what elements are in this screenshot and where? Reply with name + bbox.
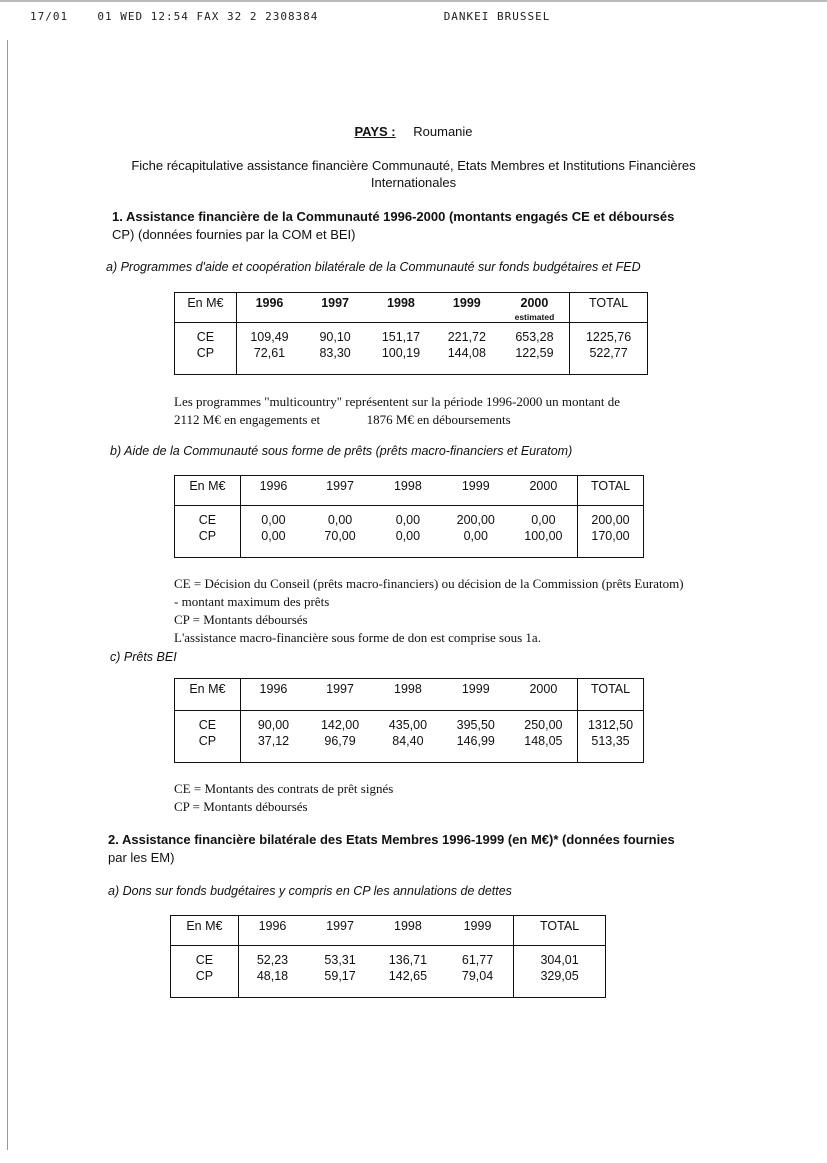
multicountry-note-line2: 2112 M€ en engagements et 1876 M€ en déboursements: [174, 412, 511, 427]
table-cell: 0,00 70,00: [324, 513, 356, 543]
note-line: L'assistance macro-financière sous forme de don est comprise sous 1a.: [174, 630, 541, 645]
section-1-title: [112, 208, 712, 244]
document-subtitle: Fiche récapitulative assistance financière Communauté, Etats Membres et Institutions Financières Internationales: [131, 158, 696, 190]
note-line: CP = Montants déboursés: [174, 612, 308, 627]
table-1a-year: 1998: [368, 293, 434, 323]
table-1a-year: 1996: [236, 293, 302, 323]
table-cell: 435,00 84,40: [388, 718, 428, 748]
section-1b-heading: b) Aide de la Communauté sous forme de prêts (prêts macro-financiers et Euratom): [110, 444, 573, 458]
estimated-note: estimated: [514, 312, 555, 322]
table-1a: [174, 292, 648, 375]
note-line: CP = Montants déboursés: [174, 799, 308, 814]
fax-date: 17/01: [30, 10, 69, 23]
fax-header: [30, 10, 800, 23]
table-1a-row-labels: [175, 323, 237, 375]
row-label-ce: CE: [198, 718, 217, 732]
table-2a-year: 1996: [238, 916, 306, 946]
table-1c: [174, 678, 644, 763]
section-1a-heading: a) Programmes d'aide et coopération bilatérale de la Communauté sur fonds budgétaires et FED: [106, 260, 641, 274]
table-cell: 653,28 122,59: [515, 330, 554, 360]
table-total-cell: 200,00 170,00: [578, 506, 644, 558]
multicountry-note-line1: Les programmes "multicountry" représentent sur la période 1996-2000 un montant de: [174, 394, 620, 409]
section-2-title: [108, 831, 728, 867]
table-2a-year: 1997: [306, 916, 374, 946]
table-1c-year: 1998: [374, 679, 442, 711]
table-1a-total-header: TOTAL: [570, 293, 648, 323]
note-line: CE = Montants des contrats de prêt signés: [174, 781, 394, 796]
table-cell: 200,00 0,00: [456, 513, 495, 543]
table-2a-unit: En M€: [171, 916, 239, 946]
row-label-ce: CE: [195, 953, 214, 967]
table-2a-year: 1998: [374, 916, 442, 946]
table-1b-year: 2000: [510, 476, 578, 506]
table-1c-year: 2000: [510, 679, 578, 711]
table-cell: 53,31 59,17: [324, 953, 356, 983]
country-heading: [0, 124, 827, 139]
table-cell: 90,00 37,12: [257, 718, 290, 748]
table-1c-year: 1999: [442, 679, 510, 711]
table-1a-unit: En M€: [175, 293, 237, 323]
table-1b: [174, 475, 644, 558]
table-1b-year: 1999: [442, 476, 510, 506]
fax-sender: DANKEI BRUSSEL: [443, 10, 551, 23]
table-cell: 90,10 83,30: [319, 330, 351, 360]
table-cell: 142,00 96,79: [320, 718, 360, 748]
table-1b-year: 1997: [306, 476, 374, 506]
table-cell: 52,23 48,18: [256, 953, 289, 983]
table-cell: 250,00 148,05: [524, 718, 563, 748]
section-1-title-line1: 1. Assistance financière de la Communauté 1996-2000 (montants engagés CE et déboursés: [112, 209, 675, 224]
note-line: CE = Décision du Conseil (prêts macro-financiers) ou décision de la Commission (prêts Euratom): [174, 576, 684, 591]
table-1c-total-header: TOTAL: [578, 679, 644, 711]
table-1b-row-labels: [175, 506, 241, 558]
section-2-title-line2: par les EM): [108, 850, 175, 865]
table-2a: [170, 915, 606, 998]
table-1c-unit: En M€: [175, 679, 241, 711]
row-label-cp: CP: [198, 529, 217, 543]
table-total-cell: 304,01 329,05: [514, 946, 606, 998]
table-cell: 61,77 79,04: [461, 953, 494, 983]
row-label-cp: CP: [195, 969, 214, 983]
table-2a-row-labels: [171, 946, 239, 998]
section-1b-notes: [174, 575, 734, 647]
table-1b-year: 1996: [240, 476, 306, 506]
table-cell: 0,00 0,00: [261, 513, 286, 543]
section-2-title-line1: 2. Assistance financière bilatérale des Etats Membres 1996-1999 (en M€)* (données fournies: [108, 832, 675, 847]
table-1a-year: 2000: [520, 296, 549, 310]
table-total-cell: 1312,50 513,35: [578, 711, 644, 763]
table-1c-year: 1997: [306, 679, 374, 711]
section-2a-heading: a) Dons sur fonds budgétaires y compris en CP les annulations de dettes: [108, 884, 512, 898]
table-cell: 221,72 144,08: [447, 330, 486, 360]
multicountry-note: [174, 393, 694, 429]
row-label-cp: CP: [196, 346, 215, 360]
section-1c-notes: [174, 780, 574, 816]
table-1b-year: 1998: [374, 476, 442, 506]
table-total-cell: 1225,76 522,77: [570, 323, 648, 375]
table-cell: 0,00 0,00: [395, 513, 421, 543]
table-1a-year: 1997: [302, 293, 368, 323]
table-1b-unit: En M€: [175, 476, 241, 506]
row-label-ce: CE: [198, 513, 217, 527]
country-value: Roumanie: [413, 124, 473, 139]
table-cell: 151,17 100,19: [381, 330, 421, 360]
table-cell: 395,50 146,99: [456, 718, 495, 748]
table-cell: 0,00 100,00: [524, 513, 563, 543]
table-2a-year: 1999: [442, 916, 514, 946]
table-cell: 136,71 142,65: [388, 953, 428, 983]
country-label: PAYS :: [354, 124, 396, 139]
row-label-cp: CP: [198, 734, 217, 748]
section-1c-heading: c) Prêts BEI: [110, 650, 177, 664]
table-1a-year: 1999: [434, 293, 500, 323]
fax-day-number: 01 WED 12:54 FAX 32 2 2308384: [97, 10, 319, 23]
table-cell: 109,49 72,61: [250, 330, 289, 360]
table-1c-year: 1996: [240, 679, 306, 711]
fax-top-rule: [0, 0, 827, 2]
table-1b-total-header: TOTAL: [578, 476, 644, 506]
section-1-title-line2: CP) (données fournies par la COM et BEI): [112, 227, 356, 242]
table-1c-row-labels: [175, 711, 241, 763]
row-label-ce: CE: [196, 330, 215, 344]
table-1a-year-2000: [500, 293, 570, 323]
table-2a-total-header: TOTAL: [514, 916, 606, 946]
scan-left-edge: [7, 40, 8, 1150]
note-line: - montant maximum des prêts: [174, 594, 330, 609]
